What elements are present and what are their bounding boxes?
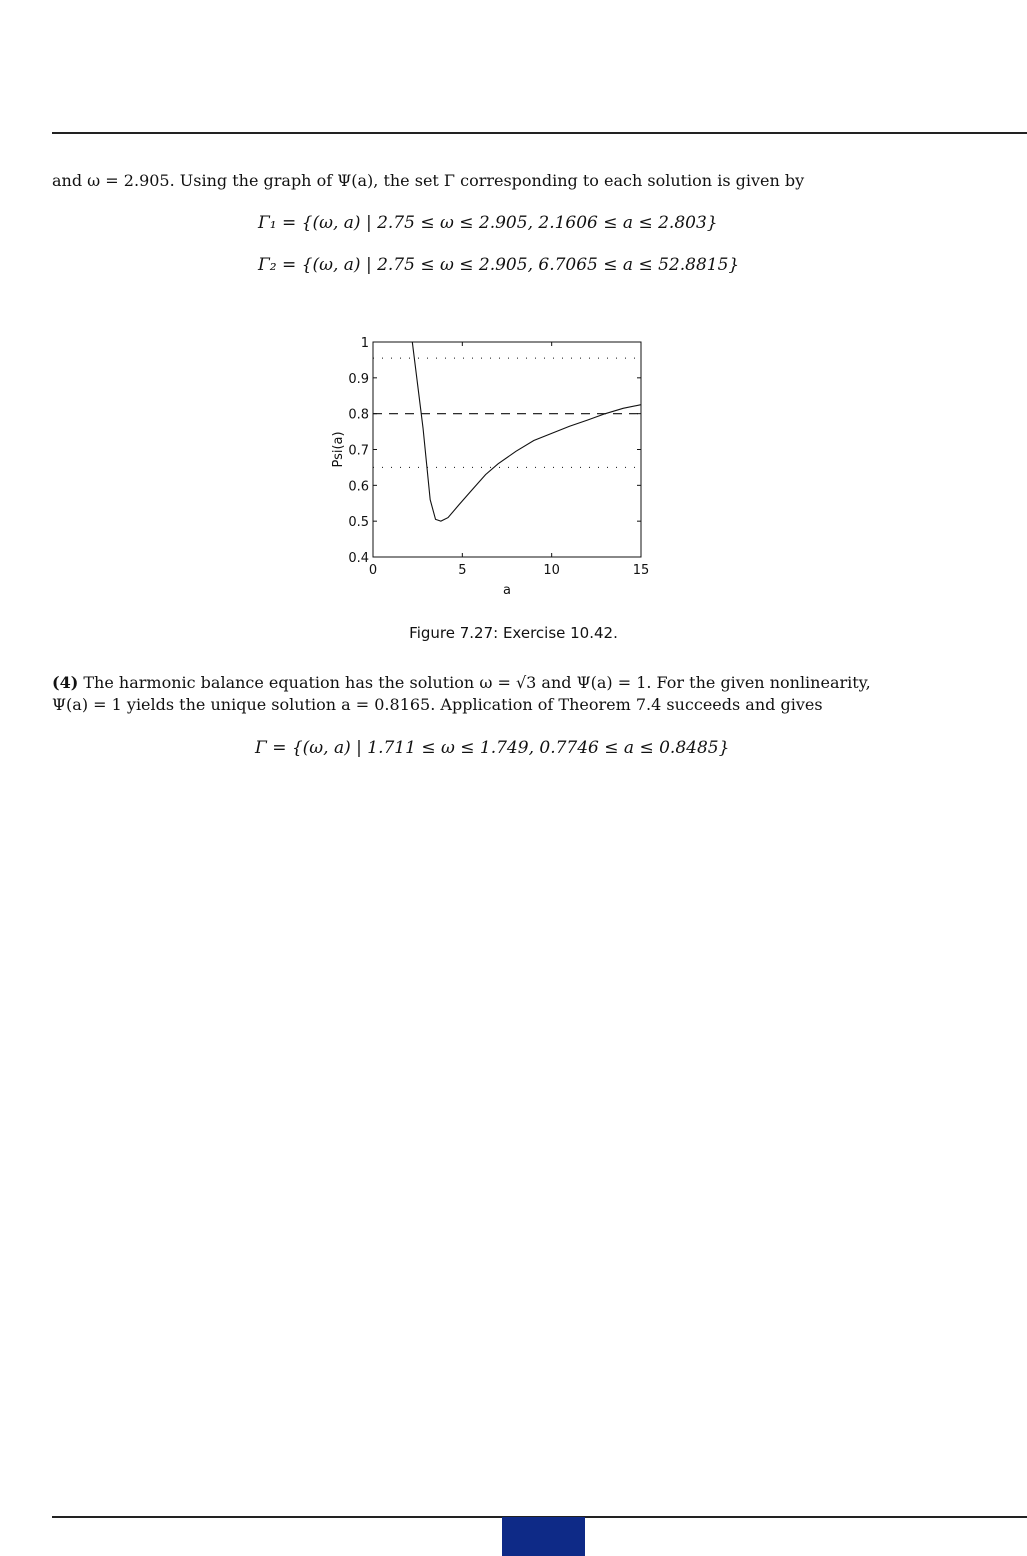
- y-tick-label: 1: [360, 336, 369, 351]
- psi-chart: [300, 325, 680, 625]
- figure-caption: Figure 7.27: Exercise 10.42.: [409, 624, 618, 642]
- x-tick-label: 0: [368, 563, 378, 578]
- x-axis-label: a: [503, 583, 511, 598]
- y-tick-label: 0.5: [348, 515, 369, 531]
- y-axis-label: Psi(a): [331, 431, 346, 468]
- paragraph-4-label: (4): [52, 673, 79, 692]
- plot-frame: [373, 342, 641, 557]
- equation-gamma-1: Γ₁ = {(ω, a) | 2.75 ≤ ω ≤ 2.905, 2.1606 ≤ a ≤ 2.803}: [258, 213, 718, 233]
- intro-paragraph: and ω = 2.905. Using the graph of Ψ(a), the set Γ corresponding to each solution is given by: [52, 171, 805, 190]
- equation-gamma: Γ = {(ω, a) | 1.711 ≤ ω ≤ 1.749, 0.7746 ≤ a ≤ 0.8485}: [255, 738, 730, 758]
- y-tick-label: 0.8: [348, 407, 369, 423]
- footer-tab: [502, 1517, 585, 1556]
- paragraph-4-line-2: Ψ(a) = 1 yields the unique solution a = 0.8165. Application of Theorem 7.4 succeeds and gives: [52, 695, 823, 714]
- y-tick-label: 0.7: [348, 443, 369, 459]
- header-rule: [52, 132, 1027, 134]
- y-tick-label: 0.6: [348, 479, 369, 495]
- x-tick-label: 5: [458, 563, 467, 578]
- x-tick-label: 10: [543, 563, 560, 578]
- paragraph-4-line-1: The harmonic balance equation has the solution ω = √3 and Ψ(a) = 1. For the given nonlinearity,: [78, 673, 871, 692]
- equation-gamma-2: Γ₂ = {(ω, a) | 2.75 ≤ ω ≤ 2.905, 6.7065 ≤ a ≤ 52.8815}: [258, 255, 740, 275]
- paragraph-4: [52, 672, 952, 716]
- x-tick-label: 15: [632, 563, 650, 578]
- series-line: [412, 342, 641, 521]
- y-tick-label: 0.9: [348, 371, 369, 387]
- y-tick-label: 0.4: [348, 551, 369, 566]
